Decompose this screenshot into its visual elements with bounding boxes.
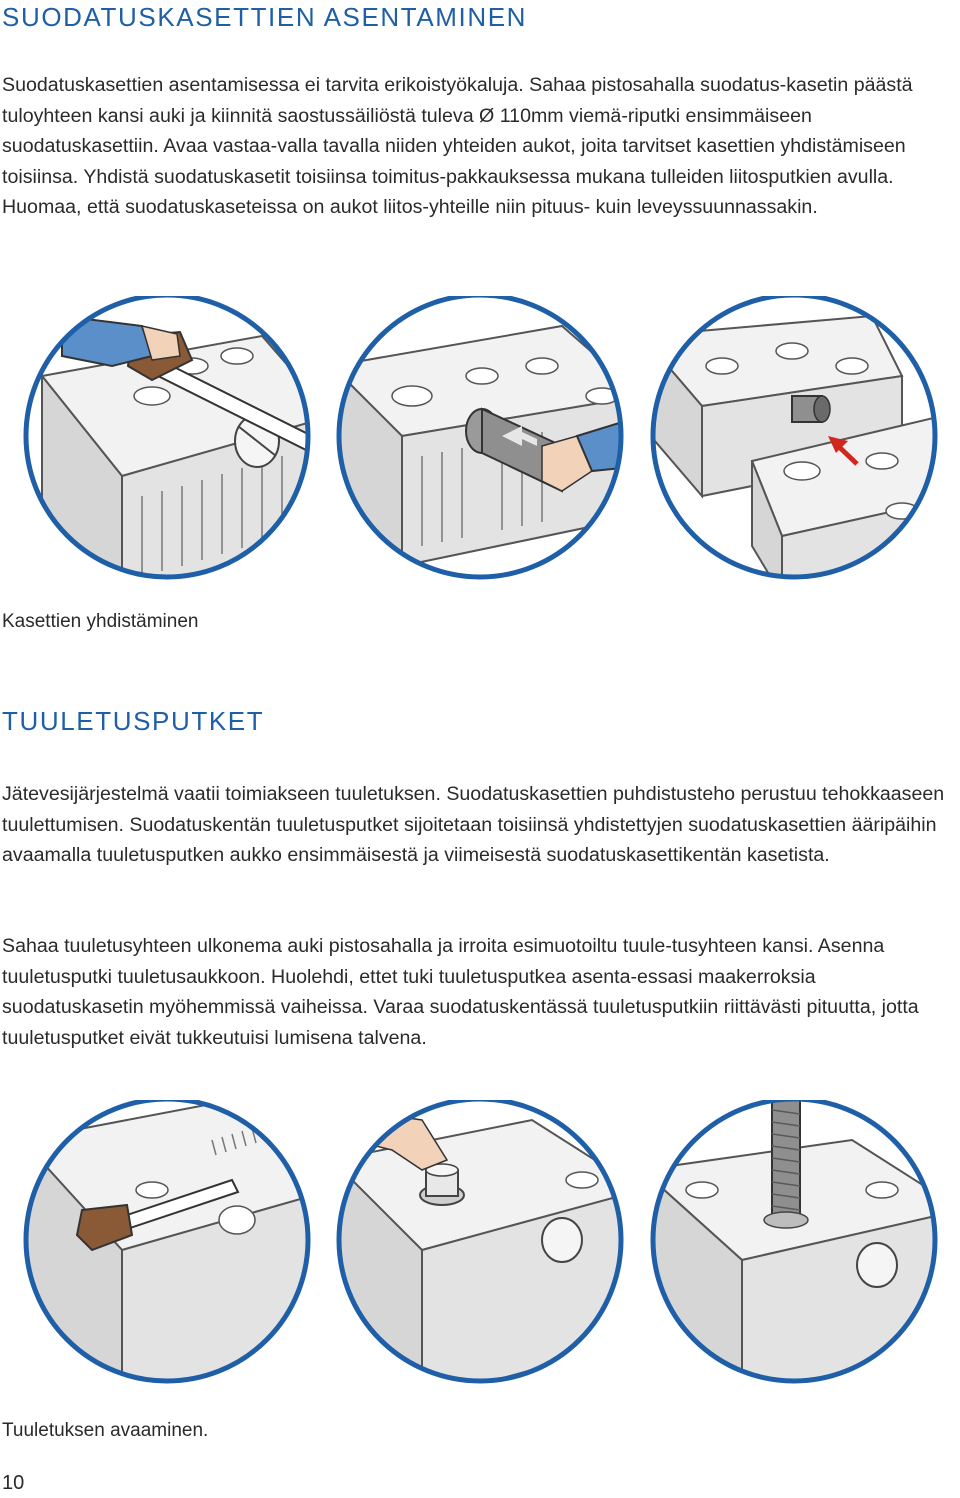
illustration-sawing-vent <box>22 1100 332 1400</box>
illustration-sawing-inlet <box>22 296 332 596</box>
vent-opening-illustrations <box>2 1100 960 1400</box>
vent-paragraph-1: Jätevesijärjestelmä vaatii toimiakseen tuuletuksen. Suodatuskasettien puhdistusteho perustuu tehokkaaseen tuulettumisen. Suodatuskentän tuuletusputket sijoitetaan toisiinsä yhdistettyjen suodatuskasettien ääripäihin avaamalla tuuletusputken aukko ensimmäisestä ja viimeisestä suodatuskasettikentän kasetista. <box>2 783 945 866</box>
section-heading-vent-pipes: TUULETUSPUTKET <box>2 706 265 736</box>
mounting-paragraph: Suodatuskasettien asentamisessa ei tarvita erikoistyökaluja. Sahaa pistosahalla suodatus-kasetin päästä tuloyhteen kansi auki ja kiinnitä saostussäiliöstä tuleva Ø 110mm viemä-riputki ensimmäiseen suodatuskasettiin. Avaa vastaa-valla tavalla niiden yhteiden aukot, joita tarvitset kasettien yhdistämiseen toisiinsa. Yhdistä suodatuskasetit toisiinsa toimitus-pakkauksessa mukana tulleiden liitosputkien avulla. Huomaa, että suodatuskaseteissa on aukot liitos-yhteille niin pituus- kuin leveyssuunnassakin. <box>2 74 913 218</box>
section-heading-mounting: SUODATUSKASETTIEN ASENTAMINEN <box>2 2 528 32</box>
illustration-removing-cover <box>332 1100 642 1400</box>
vent-paragraph-2: Sahaa tuuletusyhteen ulkonema auki pistosahalla ja irroita esimuotoiltu tuule-tusyhteen kansi. Asenna tuuletusputki tuuletusaukkoon. Huolehdi, ettet tuki tuuletusputkea asenta-essasi maakerroksia suodatuskasetin myöhemmissä vaiheissa. Varaa suodatuskentässä tuuletusputkiin riittävästi pituutta, jotta tuuletusputket eivät tukkeutuisi lumisena talvena. <box>2 935 919 1049</box>
caption-vent-opening: Tuuletuksen avaaminen. <box>2 1420 209 1441</box>
page-number: 10 <box>2 1472 25 1494</box>
illustration-vent-pipe-installed <box>642 1100 960 1400</box>
cassette-connection-illustrations <box>2 296 960 596</box>
illustration-joining-cassettes <box>642 296 960 596</box>
caption-connecting: Kasettien yhdistäminen <box>2 611 199 632</box>
illustration-connecting-pipe <box>332 296 642 596</box>
pipe-icon <box>792 396 830 422</box>
